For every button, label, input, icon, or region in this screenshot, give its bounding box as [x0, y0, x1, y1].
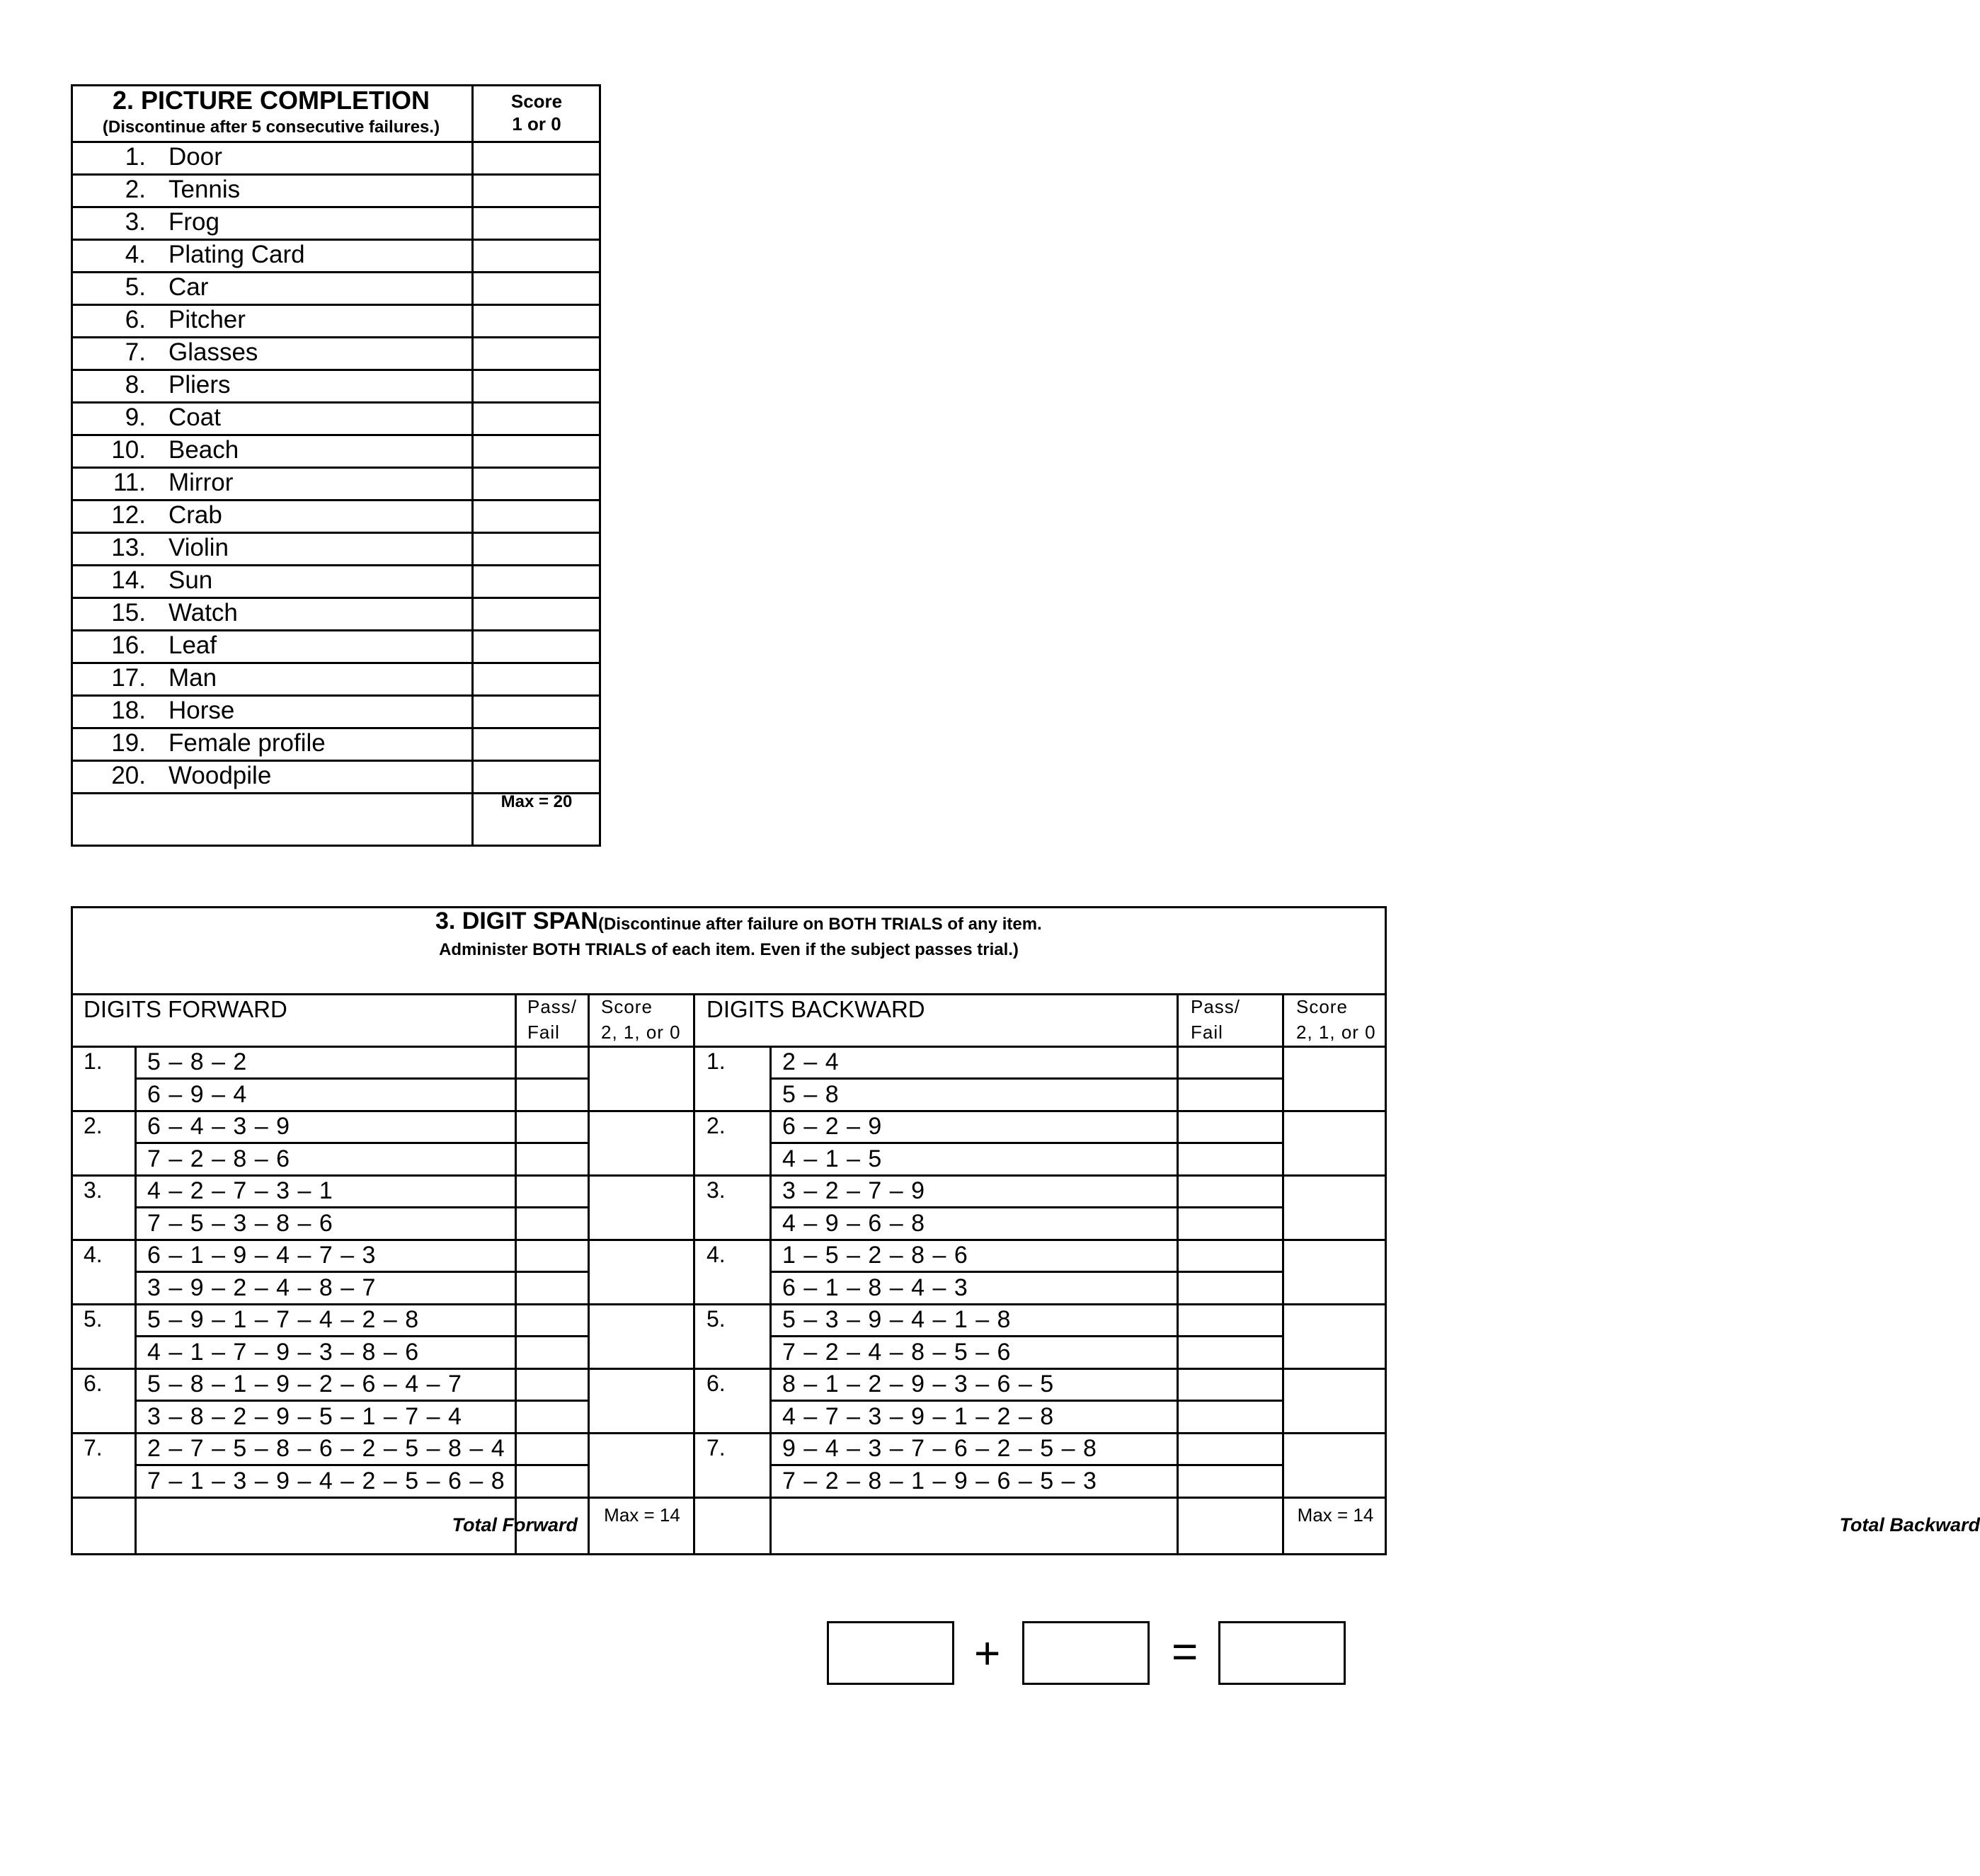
backward-trial-1: 2 – 4	[782, 1048, 840, 1075]
forward-pass-fail-cell[interactable]	[517, 1435, 585, 1462]
backward-trial-1: 6 – 2 – 9	[782, 1113, 883, 1140]
backward-trial-2: 6 – 1 – 8 – 4 – 3	[782, 1274, 968, 1301]
forward-pass-fail-cell[interactable]	[517, 1242, 585, 1269]
item-number: 1.	[125, 143, 146, 171]
backward-trial-2: 7 – 2 – 4 – 8 – 5 – 6	[782, 1339, 1012, 1366]
item-name: Beach	[168, 436, 239, 464]
trial-divider	[135, 1142, 588, 1144]
item-number: 15.	[111, 599, 146, 627]
score-cell[interactable]	[474, 241, 599, 270]
trial-divider	[769, 1464, 1282, 1466]
score-cell[interactable]	[474, 176, 599, 205]
forward-pass-fail-cell[interactable]	[517, 1177, 585, 1204]
item-number: 8.	[125, 371, 146, 399]
score-cell[interactable]	[474, 307, 599, 335]
trial-divider	[769, 1077, 1282, 1080]
backward-score-cell[interactable]	[1285, 1113, 1385, 1172]
score-cell[interactable]	[474, 567, 599, 595]
score-cell[interactable]	[474, 437, 599, 465]
forward-pass-fail-cell[interactable]	[517, 1306, 585, 1333]
plus-sign: +	[974, 1628, 1001, 1678]
score-cell[interactable]	[474, 274, 599, 302]
forward-item-number: 5.	[84, 1306, 103, 1332]
item-name: Glasses	[168, 338, 258, 366]
total-score-box[interactable]	[1218, 1621, 1346, 1685]
row-divider	[71, 597, 601, 599]
backward-item-number: 3.	[706, 1177, 726, 1203]
trial-divider	[135, 1271, 588, 1273]
item-name: Frog	[168, 208, 219, 236]
forward-item-number: 3.	[84, 1177, 103, 1203]
backward-pass-fail-line1: Pass/	[1191, 996, 1241, 1017]
forward-score-line2: 2, 1, or 0	[601, 1022, 681, 1043]
row-divider	[71, 467, 601, 469]
backward-pass-fail-cell[interactable]	[1179, 1113, 1280, 1140]
backward-pass-fail-cell[interactable]	[1179, 1338, 1280, 1365]
forward-item-number: 2.	[84, 1113, 103, 1138]
item-name: Violin	[168, 534, 229, 561]
backward-pass-fail-cell[interactable]	[1179, 1080, 1280, 1107]
item-number: 11.	[113, 469, 146, 496]
row-divider	[71, 727, 601, 729]
score-cell[interactable]	[474, 730, 599, 758]
forward-pass-fail-cell[interactable]	[517, 1113, 585, 1140]
digit-span-title: 3. DIGIT SPAN	[435, 908, 598, 934]
item-name: Car	[168, 273, 209, 301]
row-divider	[71, 760, 601, 762]
backward-item-number: 4.	[706, 1242, 726, 1267]
item-number: 14.	[111, 566, 146, 594]
row-divider	[71, 336, 601, 338]
item-name: Watch	[168, 599, 238, 627]
item-number: 9.	[125, 404, 146, 431]
picture-completion-title: 2. PICTURE COMPLETION	[112, 86, 430, 115]
backward-pass-fail-cell[interactable]	[1179, 1145, 1280, 1172]
score-cell[interactable]	[474, 404, 599, 433]
forward-pass-fail-cell[interactable]	[517, 1080, 585, 1107]
trial-divider	[135, 1077, 588, 1080]
row-divider	[71, 141, 601, 143]
backward-item-number: 1.	[706, 1048, 726, 1074]
backward-pass-fail-cell[interactable]	[1179, 1209, 1280, 1236]
backward-score-cell[interactable]	[1285, 1306, 1385, 1366]
backward-pass-fail-cell[interactable]	[1179, 1048, 1280, 1075]
score-cell[interactable]	[474, 665, 599, 693]
backward-score-cell[interactable]	[1285, 1435, 1385, 1494]
forward-trial-1: 4 – 2 – 7 – 3 – 1	[147, 1177, 333, 1204]
trial-divider	[135, 1400, 588, 1402]
item-number: 2.	[125, 176, 146, 203]
forward-max: Max = 14	[604, 1504, 680, 1526]
item-name: Horse	[168, 697, 235, 724]
row-divider	[71, 662, 601, 664]
trial-divider	[769, 1335, 1282, 1337]
backward-item-number: 2.	[706, 1113, 726, 1138]
backward-score-box[interactable]	[1022, 1621, 1150, 1685]
forward-score-cell[interactable]	[590, 1242, 691, 1301]
score-cell[interactable]	[474, 632, 599, 660]
item-number: 19.	[111, 729, 146, 757]
trial-divider	[135, 1335, 588, 1337]
trial-divider	[769, 1400, 1282, 1402]
forward-score-line1: Score	[601, 996, 653, 1017]
row-divider	[71, 369, 601, 371]
item-number: 18.	[111, 697, 146, 724]
backward-trial-2: 4 – 7 – 3 – 9 – 1 – 2 – 8	[782, 1403, 1055, 1430]
item-number: 20.	[111, 762, 146, 789]
item-name: Mirror	[168, 469, 234, 496]
row-divider	[71, 694, 601, 697]
picture-completion-subtitle: (Discontinue after 5 consecutive failures.)	[102, 118, 440, 137]
backward-pass-fail-cell[interactable]	[1179, 1371, 1280, 1397]
forward-trial-2: 4 – 1 – 7 – 9 – 3 – 8 – 6	[147, 1339, 420, 1366]
score-header-line2: 1 or 0	[512, 113, 561, 135]
forward-item-number: 1.	[84, 1048, 103, 1074]
backward-score-cell[interactable]	[1285, 1048, 1385, 1108]
row-divider	[71, 206, 601, 208]
backward-pass-fail-cell[interactable]	[1179, 1435, 1280, 1462]
forward-pass-fail-cell[interactable]	[517, 1274, 585, 1300]
score-cell[interactable]	[474, 372, 599, 400]
item-number: 16.	[111, 631, 146, 659]
forward-pass-fail-line1: Pass/	[527, 996, 578, 1017]
item-divider	[71, 1303, 1387, 1305]
row-divider	[71, 173, 601, 176]
forward-trial-2: 7 – 5 – 3 – 8 – 6	[147, 1210, 333, 1237]
score-column-divider	[471, 84, 474, 847]
item-name: Pliers	[168, 371, 231, 399]
item-name: Tennis	[168, 176, 241, 203]
score-cell[interactable]	[474, 600, 599, 628]
score-cell[interactable]	[474, 209, 599, 237]
item-divider	[71, 1046, 1387, 1048]
total-backward-label: Total Backward	[1839, 1514, 1980, 1535]
backward-score-line2: 2, 1, or 0	[1296, 1022, 1376, 1043]
row-divider	[71, 401, 601, 404]
item-name: Woodpile	[168, 762, 272, 789]
item-name: Man	[168, 664, 217, 692]
trial-divider	[135, 1206, 588, 1208]
backward-trial-1: 8 – 1 – 2 – 9 – 3 – 6 – 5	[782, 1371, 1055, 1397]
forward-number-divider	[135, 1046, 137, 1555]
item-name: Plating Card	[168, 241, 305, 268]
trial-divider	[769, 1142, 1282, 1144]
score-cell[interactable]	[474, 534, 599, 563]
item-number: 13.	[111, 534, 146, 561]
forward-trial-1: 6 – 1 – 9 – 4 – 7 – 3	[147, 1242, 377, 1269]
backward-pass-fail-cell[interactable]	[1179, 1242, 1280, 1269]
forward-score-divider	[588, 993, 590, 1555]
backward-pass-fail-line2: Fail	[1191, 1022, 1223, 1043]
forward-pass-fail-cell[interactable]	[517, 1048, 585, 1075]
backward-score-column-divider	[1282, 993, 1284, 1555]
forward-score-cell[interactable]	[590, 1177, 691, 1237]
forward-item-number: 6.	[84, 1371, 103, 1396]
forward-pass-fail-cell[interactable]	[517, 1402, 585, 1429]
backward-pass-fail-cell[interactable]	[1179, 1177, 1280, 1204]
backward-pass-fail-cell[interactable]	[1179, 1306, 1280, 1333]
forward-trial-2: 3 – 8 – 2 – 9 – 5 – 1 – 7 – 4	[147, 1403, 462, 1430]
forward-trial-1: 5 – 9 – 1 – 7 – 4 – 2 – 8	[147, 1306, 420, 1333]
backward-trial-1: 9 – 4 – 3 – 7 – 6 – 2 – 5 – 8	[782, 1435, 1097, 1462]
row-divider	[71, 629, 601, 631]
forward-score-cell[interactable]	[590, 1306, 691, 1366]
row-divider	[71, 532, 601, 534]
forward-trial-1: 2 – 7 – 5 – 8 – 6 – 2 – 5 – 8 – 4	[147, 1435, 505, 1462]
digit-span-note-line1: (Discontinue after failure on BOTH TRIALS of any item.	[598, 915, 1042, 934]
item-name: Sun	[168, 566, 213, 594]
backward-trial-1: 5 – 3 – 9 – 4 – 1 – 8	[782, 1306, 1012, 1333]
item-number: 17.	[111, 664, 146, 692]
score-cell[interactable]	[474, 697, 599, 726]
score-cell[interactable]	[474, 502, 599, 530]
item-name: Door	[168, 143, 222, 171]
digit-span-note-line2: Administer BOTH TRIALS of each item. Even if the subject passes trial.)	[439, 940, 1019, 959]
backward-trial-1: 1 – 5 – 2 – 8 – 6	[782, 1242, 968, 1269]
item-number: 4.	[125, 241, 146, 268]
backward-max: Max = 14	[1297, 1504, 1374, 1526]
row-divider	[71, 499, 601, 501]
total-forward-label: Total Forward	[452, 1514, 578, 1535]
forward-item-number: 7.	[84, 1435, 103, 1460]
score-cell[interactable]	[474, 762, 599, 791]
equals-sign: =	[1172, 1626, 1198, 1677]
row-divider	[71, 304, 601, 306]
forward-score-cell[interactable]	[590, 1435, 691, 1494]
backward-item-number: 7.	[706, 1435, 726, 1460]
forward-pass-fail-cell[interactable]	[517, 1467, 585, 1494]
forward-trial-1: 5 – 8 – 1 – 9 – 2 – 6 – 4 – 7	[147, 1371, 462, 1397]
forward-trial-2: 7 – 1 – 3 – 9 – 4 – 2 – 5 – 6 – 8	[147, 1468, 505, 1494]
backward-score-cell[interactable]	[1285, 1242, 1385, 1301]
forward-item-number: 4.	[84, 1242, 103, 1267]
item-divider	[71, 1239, 1387, 1241]
item-name: Coat	[168, 404, 221, 431]
item-name: Pitcher	[168, 306, 246, 333]
backward-score-line1: Score	[1296, 996, 1348, 1017]
score-header-line1: Score	[510, 91, 563, 112]
trial-divider	[769, 1206, 1282, 1208]
backward-pass-fail-cell[interactable]	[1179, 1467, 1280, 1494]
forward-score-cell[interactable]	[590, 1113, 691, 1172]
score-cell[interactable]	[474, 144, 599, 172]
forward-trial-2: 3 – 9 – 2 – 4 – 8 – 7	[147, 1274, 377, 1301]
forward-score-cell[interactable]	[590, 1371, 691, 1430]
item-name: Crab	[168, 501, 222, 529]
backward-trial-2: 4 – 9 – 6 – 8	[782, 1210, 926, 1237]
item-divider	[71, 1110, 1387, 1112]
row-divider	[71, 564, 601, 566]
backward-trial-2: 7 – 2 – 8 – 1 – 9 – 6 – 5 – 3	[782, 1468, 1097, 1494]
backward-score-divider	[693, 993, 695, 1555]
forward-trial-2: 7 – 2 – 8 – 6	[147, 1145, 291, 1172]
forward-pass-fail-line2: Fail	[527, 1022, 560, 1043]
item-number: 7.	[125, 338, 146, 366]
forward-trial-1: 6 – 4 – 3 – 9	[147, 1113, 291, 1140]
backward-pass-fail-cell[interactable]	[1179, 1402, 1280, 1429]
row-divider	[71, 434, 601, 436]
item-name: Leaf	[168, 631, 217, 659]
backward-trial-2: 4 – 1 – 5	[782, 1145, 883, 1172]
item-name: Female profile	[168, 729, 326, 757]
trial-divider	[769, 1271, 1282, 1273]
backward-trial-2: 5 – 8	[782, 1081, 840, 1108]
forward-pass-fail-cell[interactable]	[517, 1338, 585, 1365]
item-divider	[71, 1432, 1387, 1434]
score-cell[interactable]	[474, 339, 599, 367]
item-number: 10.	[111, 436, 146, 464]
backward-trial-1: 3 – 2 – 7 – 9	[782, 1177, 926, 1204]
item-number: 5.	[125, 273, 146, 301]
item-number: 3.	[125, 208, 146, 236]
forward-trial-1: 5 – 8 – 2	[147, 1048, 248, 1075]
forward-score-cell[interactable]	[590, 1048, 691, 1108]
forward-pass-fail-cell[interactable]	[517, 1371, 585, 1397]
digit-span-header-line	[71, 993, 1387, 995]
digits-backward-header: DIGITS BACKWARD	[706, 996, 925, 1022]
digits-forward-header: DIGITS FORWARD	[84, 996, 287, 1022]
forward-pass-fail-cell[interactable]	[517, 1145, 585, 1172]
item-number: 12.	[111, 501, 146, 529]
backward-score-cell[interactable]	[1285, 1371, 1385, 1430]
trial-divider	[135, 1464, 588, 1466]
backward-pass-fail-cell[interactable]	[1179, 1274, 1280, 1300]
item-divider	[71, 1368, 1387, 1370]
totals-divider	[71, 1497, 1387, 1499]
score-cell[interactable]	[474, 469, 599, 498]
forward-score-box[interactable]	[827, 1621, 954, 1685]
backward-item-number: 6.	[706, 1371, 726, 1396]
item-number: 6.	[125, 306, 146, 333]
row-divider	[71, 239, 601, 241]
backward-item-number: 5.	[706, 1306, 726, 1332]
backward-number-divider	[769, 1046, 772, 1555]
item-divider	[71, 1174, 1387, 1177]
backward-score-cell[interactable]	[1285, 1177, 1385, 1237]
picture-completion-max: Max = 20	[500, 792, 573, 811]
forward-trial-2: 6 – 9 – 4	[147, 1081, 248, 1108]
total-forward-cell[interactable]	[590, 1525, 691, 1553]
row-divider	[71, 271, 601, 273]
forward-pass-fail-cell[interactable]	[517, 1209, 585, 1236]
